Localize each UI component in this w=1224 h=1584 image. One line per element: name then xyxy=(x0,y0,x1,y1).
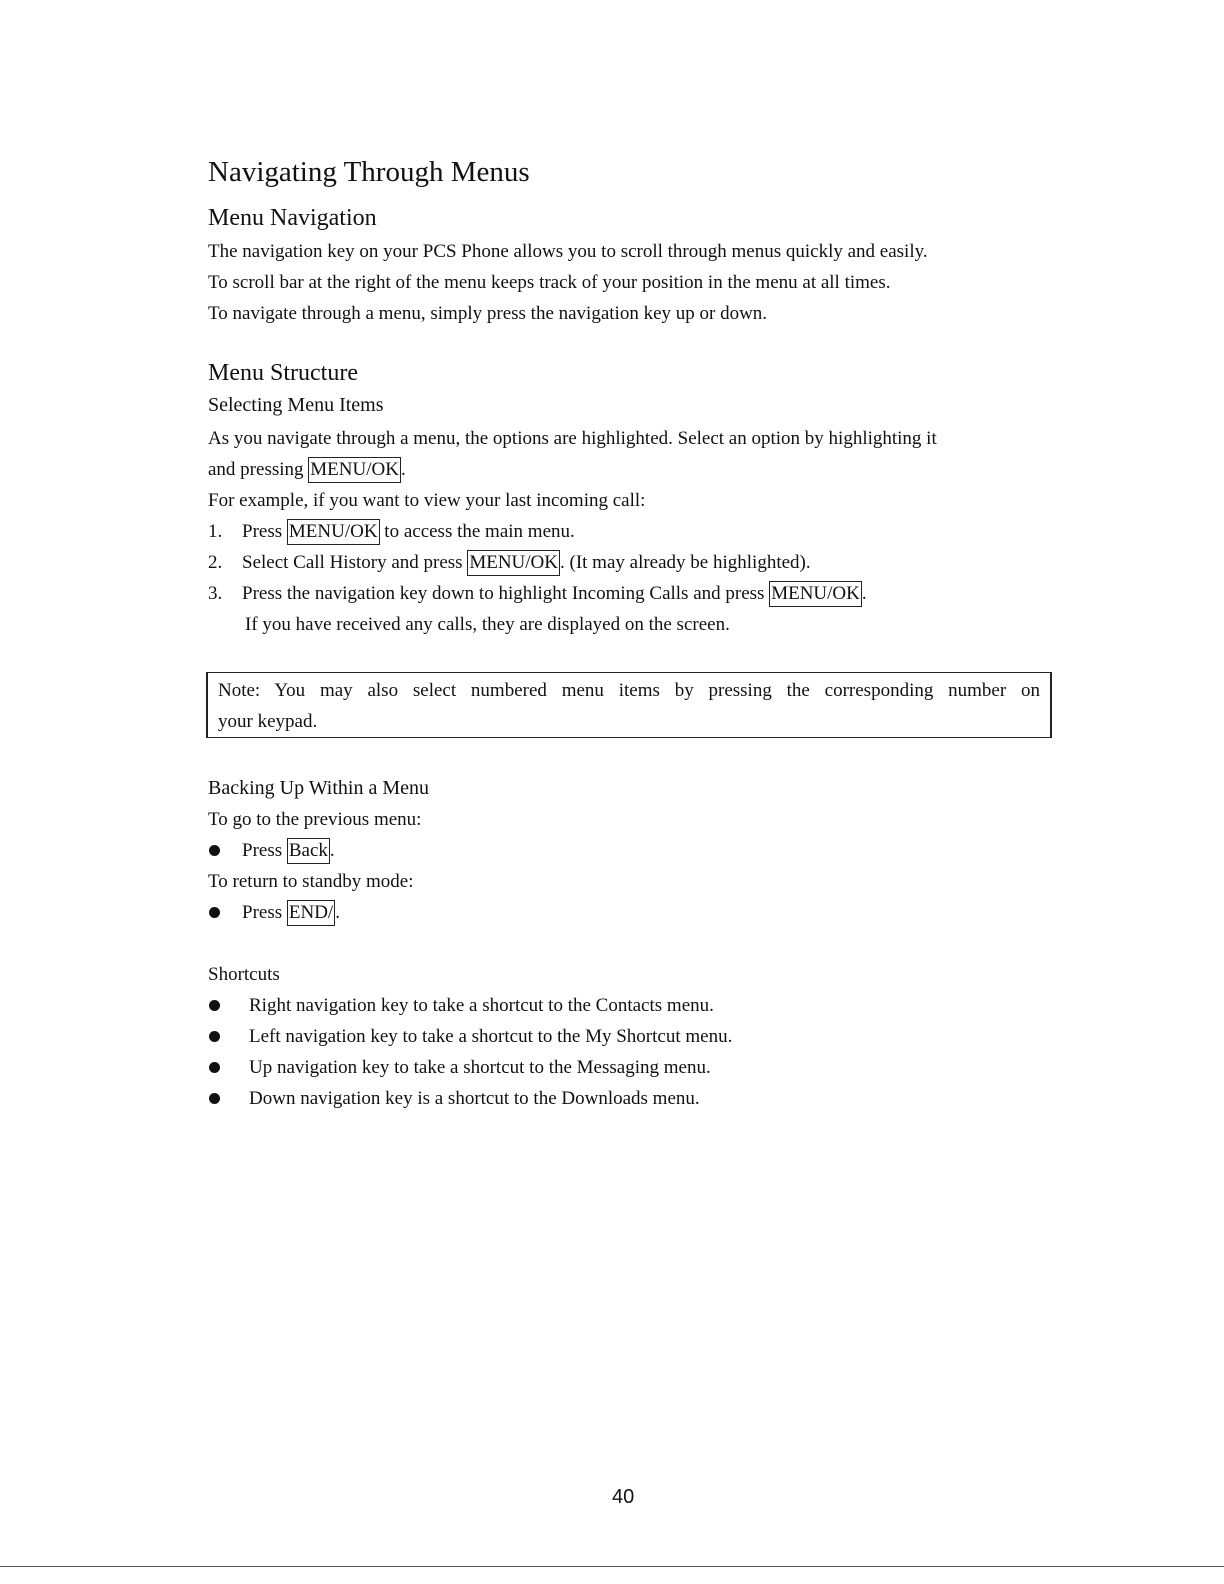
bullet-icon xyxy=(209,907,220,918)
paragraph-line xyxy=(208,454,937,485)
paragraph-line: As you navigate through a menu, the options are highlighted. Select an option by highlighting it xyxy=(208,428,937,449)
step-continuation: If you have received any calls, they are displayed on the screen. xyxy=(245,614,730,635)
text-run: Press xyxy=(242,521,287,542)
text-run: . xyxy=(861,583,867,604)
step-number: 2. xyxy=(208,552,223,573)
text-run: . xyxy=(400,459,406,480)
menu-ok-key: MENU/OK xyxy=(467,550,560,576)
note-line: Note: You may also select numbered menu items by pressing the corresponding number on xyxy=(218,680,1040,701)
paragraph-line: For example, if you want to view your last incoming call: xyxy=(208,490,646,511)
selecting-menu-items-subheading: Selecting Menu Items xyxy=(208,394,384,416)
standby-line: To return to standby mode: xyxy=(208,871,414,892)
step-number: 3. xyxy=(208,583,223,604)
end-key: END/ xyxy=(287,900,335,926)
step-number: 1. xyxy=(208,521,223,542)
menu-structure-heading: Menu Structure xyxy=(208,360,358,386)
page-number: 40 xyxy=(612,1486,635,1508)
menu-ok-key: MENU/OK xyxy=(769,581,862,607)
text-run: to access the main menu. xyxy=(379,521,575,542)
bullet-icon xyxy=(209,1093,220,1104)
selecting-intro xyxy=(208,423,937,516)
paragraph-line: To navigate through a menu, simply press the navigation key up or down. xyxy=(208,303,768,324)
text-run: Press the navigation key down to highlight Incoming Calls and press xyxy=(242,583,770,604)
text-run: . xyxy=(329,840,335,861)
text-run: . xyxy=(335,902,340,923)
bullet-icon xyxy=(209,1031,220,1042)
bullet-icon xyxy=(209,1000,220,1011)
note-line: your keypad. xyxy=(218,711,318,732)
bullet-icon xyxy=(209,1062,220,1073)
text-run: Press xyxy=(242,902,287,923)
page-edge-divider xyxy=(0,1566,1224,1567)
backing-up-section xyxy=(208,773,429,835)
text-run: Select Call History and press xyxy=(242,552,468,573)
text-run: . (It may already be highlighted). xyxy=(560,552,811,573)
paragraph-line: The navigation key on your PCS Phone allows you to scroll through menus quickly and easily. xyxy=(208,241,928,262)
menu-navigation-heading: Menu Navigation xyxy=(208,205,377,231)
backing-up-heading: Backing Up Within a Menu xyxy=(208,777,430,799)
shortcuts-heading: Shortcuts xyxy=(208,964,280,985)
text-run: Press xyxy=(242,840,287,861)
bullet-icon xyxy=(209,845,220,856)
shortcut-text: Down navigation key is a shortcut to the Downloads menu. xyxy=(249,1088,700,1109)
shortcut-text: Left navigation key to take a shortcut to the My Shortcut menu. xyxy=(249,1026,733,1047)
back-key: Back xyxy=(287,838,330,864)
shortcut-text: Up navigation key to take a shortcut to the Messaging menu. xyxy=(249,1057,711,1078)
note-box xyxy=(206,672,1052,738)
menu-ok-key: MENU/OK xyxy=(287,519,380,545)
paragraph-line: To go to the previous menu: xyxy=(208,809,422,830)
text-run: and pressing xyxy=(208,459,309,480)
shortcut-text: Right navigation key to take a shortcut to the Contacts menu. xyxy=(249,995,714,1016)
menu-navigation-text xyxy=(208,236,928,329)
menu-ok-key: MENU/OK xyxy=(308,457,401,483)
page-title: Navigating Through Menus xyxy=(208,156,530,188)
paragraph-line: To scroll bar at the right of the menu keeps track of your position in the menu at all times. xyxy=(208,272,891,293)
